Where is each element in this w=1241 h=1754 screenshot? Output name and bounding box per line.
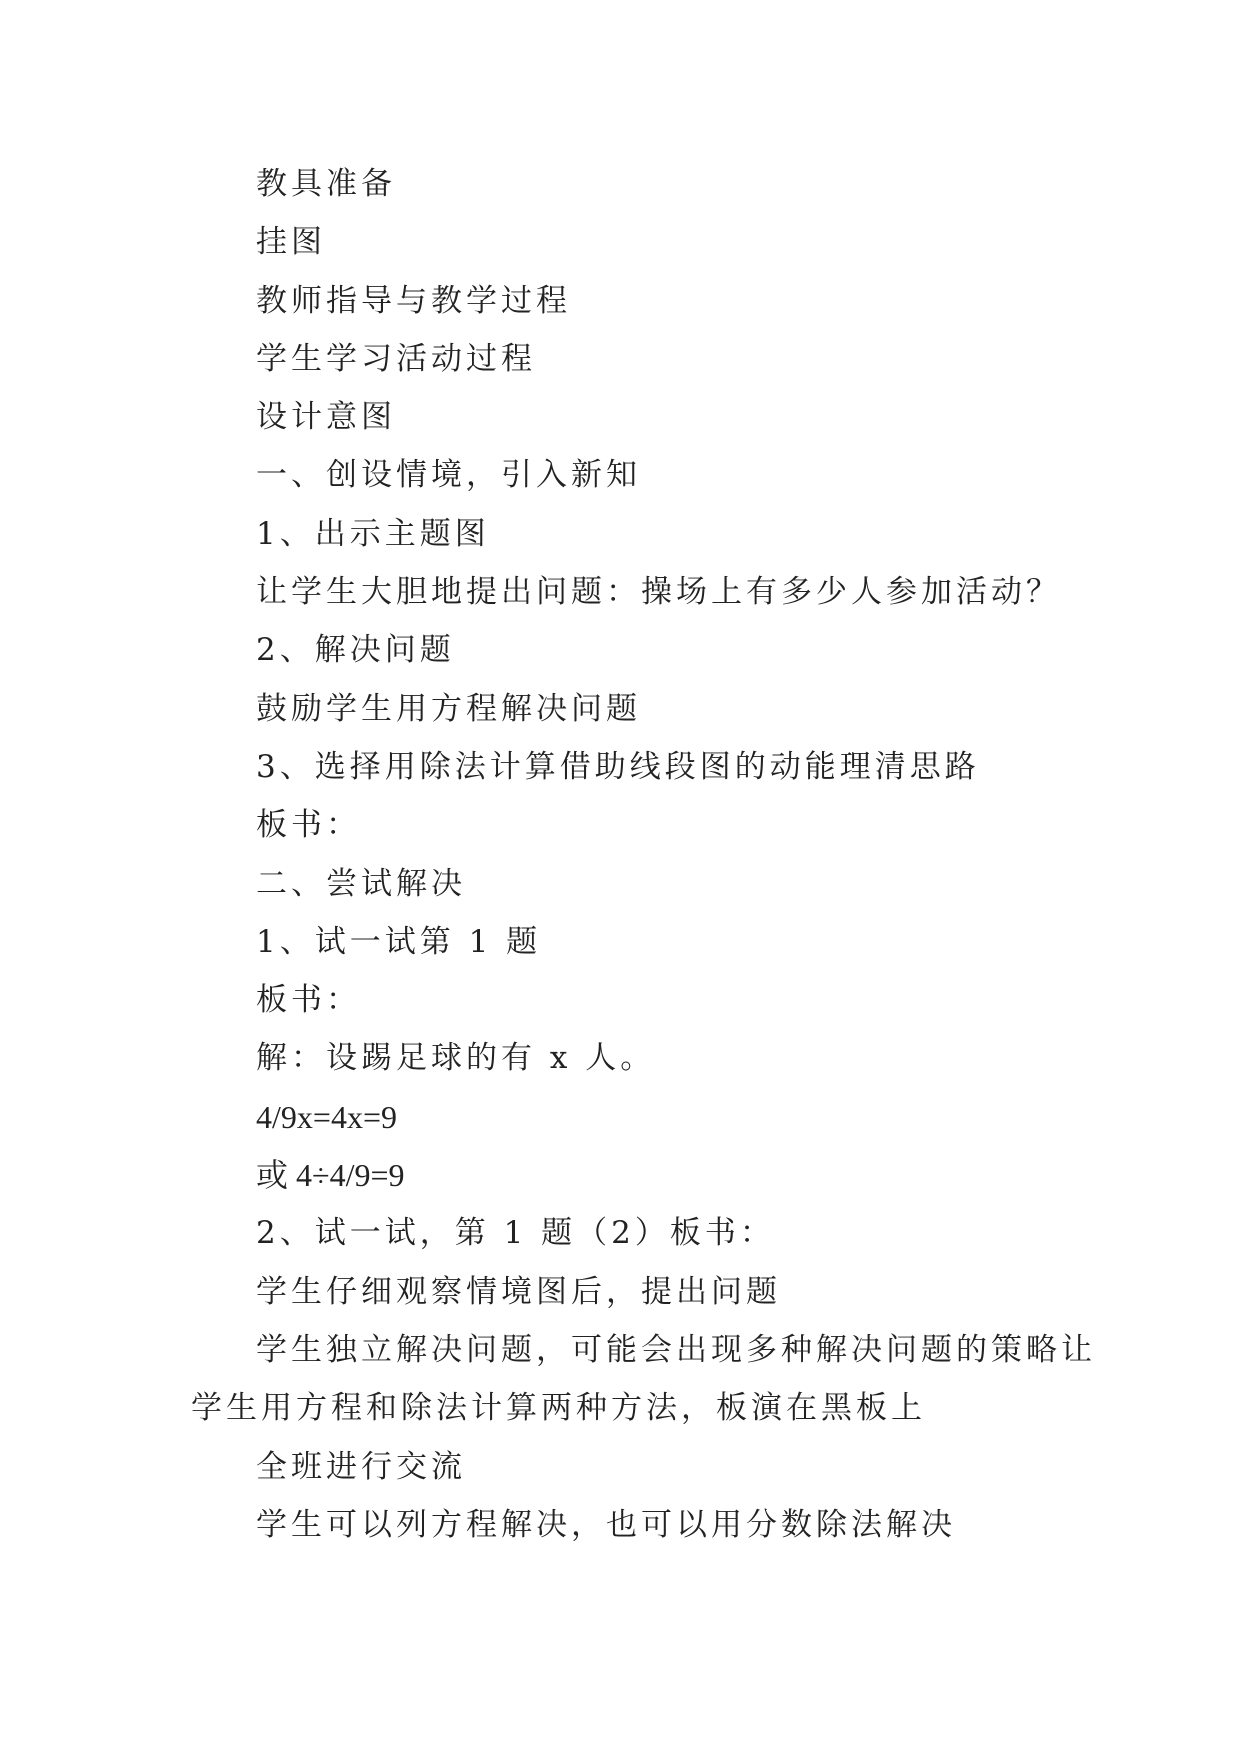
document-body	[191, 155, 1096, 1554]
text-line: 学生可以列方程解决，也可以用分数除法解决	[256, 1506, 956, 1543]
text-line: 板书：	[256, 807, 361, 844]
equation-line: 4/9x=4x=9	[256, 1098, 397, 1135]
text-line: 教师指导与教学过程	[256, 282, 571, 319]
text-line: 2、解决问题	[256, 632, 455, 669]
text-line: 1、出示主题图	[256, 515, 490, 552]
text-line: 让学生大胆地提出问题：操场上有多少人参加活动？	[256, 574, 1061, 611]
equation-line: 或 4÷4/9=9	[256, 1157, 405, 1194]
section-heading: 二、尝试解决	[256, 865, 466, 902]
text-line: 学生用方程和除法计算两种方法，板演在黑板上	[191, 1390, 926, 1427]
text-line: 鼓励学生用方程解决问题	[256, 690, 641, 727]
text-line: 全班进行交流	[256, 1448, 466, 1485]
text-line: 解：设踢足球的有 x 人。	[256, 1040, 656, 1077]
text-line: 2、试一试，第 1 题（2）板书：	[256, 1215, 775, 1252]
text-line: 挂图	[256, 224, 326, 261]
text-line: 1、试一试第 1 题	[256, 923, 542, 960]
section-heading: 一、创设情境，引入新知	[256, 457, 641, 494]
text-line: 3、选择用除法计算借助线段图的动能理清思路	[256, 748, 980, 785]
text-line: 学生仔细观察情境图后，提出问题	[256, 1273, 781, 1310]
text-line: 学生独立解决问题，可能会出现多种解决问题的策略让	[256, 1331, 1096, 1368]
text-line: 教具准备	[256, 166, 396, 202]
text-line: 板书：	[256, 982, 361, 1019]
text-line: 设计意图	[256, 399, 396, 436]
text-line: 学生学习活动过程	[256, 340, 536, 377]
